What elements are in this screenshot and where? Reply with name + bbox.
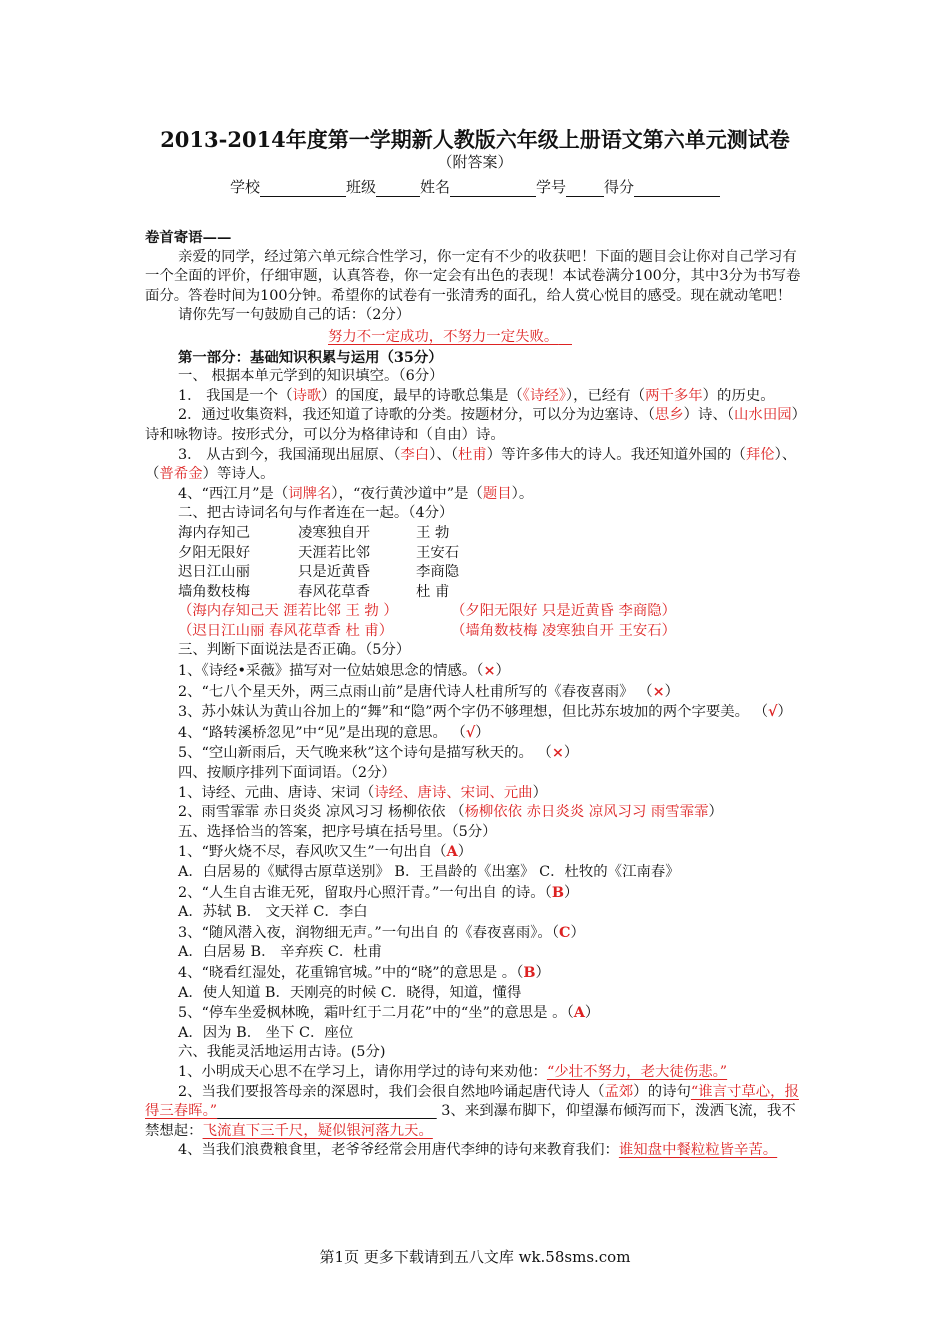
school-blank[interactable] [260,180,346,197]
s3-question-2: 2、“七八个星天外，两三点雨山前”是唐代诗人杜甫所写的《春夜喜雨》 （×） [178,682,680,700]
s6-question-1: 1、小明成天心思不在学习上，请你用学过的诗句来劝他：“少壮不努力，老大徒伤悲。” [178,1063,728,1080]
s4-question-1: 1、诗经、元曲、唐诗、宋词（诗经、唐诗、宋词、元曲） [178,784,547,801]
page-title: 2013-2014年度第一学期新人教版六年级上册语文第六单元测试卷 [160,127,790,152]
class-label: 班级 [345,178,376,196]
section2-heading: 二、把古诗词名句与作者连在一起。（4分） [178,505,454,522]
section1-heading: 一、 根据本单元学到的知识填空。（6分） [178,368,444,385]
s5-options-2: A．苏轼 B． 文天祥 C．李白 [178,904,368,921]
page-footer: 第1页 更多下载请到五八文库 wk.58sms.com [319,1248,631,1266]
s1-question-2: 2．通过收集资料，我还知道了诗歌的分类。按题材分，可以分为边塞诗、（思乡）诗、（山水田园）诗和咏物诗。按形式分，可以分为格律诗和（自由）诗。 [145,407,799,443]
score-blank[interactable] [634,180,720,197]
s5-question-1: 1、“野火烧不尽，春风吹又生”一句出自（A） [178,843,473,861]
score-label: 得分 [604,178,635,196]
poem-match-table [145,524,805,602]
section3-heading: 三、判断下面说法是否正确。（5分） [178,642,411,659]
name-label: 姓名 [419,178,450,196]
section5-heading: 五、选择恰当的答案，把序号填在括号里。（5分） [178,823,497,840]
match-answer-row-1: （海内存知己天 涯若比邻 王 勃 ） （夕阳无限好 只是近黄昏 李商隐） [178,603,677,620]
match-row: 墙角数枝梅 春风花草香 杜 甫 [178,583,450,600]
number-label: 学号 [536,178,567,196]
section6-heading: 六、我能灵活地运用古诗。(5分) [178,1044,386,1061]
s5-question-4: 4、“晓看红湿处，花重锦官城。”中的“晓”的意思是 。（B） [178,963,550,981]
subtitle: （附答案） [437,153,513,171]
s5-options-4: A．使人知道 B．天刚亮的时候 C．晓得，知道，懂得 [178,984,522,1001]
exam-content [145,228,805,1161]
match-row: 夕阳无限好 天涯若比邻 王安石 [178,544,460,561]
name-blank[interactable] [450,180,536,197]
preface-heading: 卷首寄语—— [145,229,232,246]
encourage-question: 请你先写一句鼓励自己的话：（2分） [178,307,411,324]
match-row: 迟日江山丽 只是近黄昏 李商隐 [178,564,460,581]
match-answer-row-2: （迟日江山丽 春风花草香 杜 甫） （墙角数枝梅 凌寒独自开 王安石） [178,622,677,639]
s3-question-4: 4、“路转溪桥忽见”中“见”是出现的意思。 （√） [178,723,490,741]
s1-question-4: 4、“西江月”是（词牌名），“夜行黄沙道中”是（题目）。 [178,485,534,502]
s3-question-5: 5、“空山新雨后，天气晚来秋”这个诗句是描写秋天的。 （×） [178,744,579,762]
school-label: 学校 [229,178,260,196]
encourage-answer: 努力不一定成功，不努力一定失败。 [328,328,559,345]
student-info-line [0,176,950,197]
preface-text: 亲爱的同学，经过第六单元综合性学习，你一定有不少的收获吧！下面的题目会让你对自己学习有一个全面的评价，仔细审题，认真答卷，你一定会有出色的表现！本试卷满分100分，其中3分为书写卷面分。答卷时间为100分钟。希望你的试卷有一张清秀的面孔，给人赏心悦目的感受。现在就动笔吧！ [145,248,801,304]
part1-heading: 第一部分：基础知识积累与运用（35分） [178,348,443,366]
s6-question-4: 4、当我们浪费粮食里，老爷爷经常会用唐代李绅的诗句来教育我们：谁知盘中餐粒粒皆辛苦。 [178,1142,778,1159]
s1-question-3: 3． 从古到今，我国涌现出屈原、（李白）、（杜甫）等许多伟大的诗人。我还知道外国的（拜伦）、（普希金）等诗人。 [145,446,797,483]
s5-options-3: A．白居易 B． 辛弃疾 C．杜甫 [178,944,382,961]
s5-question-5: 5、“停车坐爱枫林晚，霜叶红于二月花”中的“坐”的意思是 。（A） [178,1004,600,1022]
s3-question-3: 3、苏小妹认为黄山谷加上的“舞”和“隐”两个字仍不够理想，但比苏东坡加的两个字要美。 （√） [178,703,792,721]
s3-question-1: 1、《诗经•采薇》描写对一位姑娘思念的情感。（×） [178,662,510,680]
s5-options-5: A．因为 B． 坐下 C．座位 [178,1024,354,1041]
encourage-answer-line [145,328,805,348]
s5-question-3: 3、“随风潜入夜，润物细无声。”一句出自 的《春夜喜雨》。（C） [178,923,585,941]
match-row: 海内存知己 凌寒独自开 王 勃 [178,524,450,541]
s1-question-1: 1． 我国是一个（诗歌）的国度，最早的诗歌总集是（《诗经》），已经有（两千多年）的历史。 [178,387,775,404]
section4-heading: 四、按顺序排列下面词语。（2分） [178,765,396,782]
s6-question-2: 2、当我们要报答母亲的深恩时，我们会很自然地吟诵起唐代诗人（孟郊）的诗句“谁言寸草心，报得三春晖。” 3、来到瀑布脚下，仰望瀑布倾泻而下，泼洒飞流，我不禁想起：飞流直下三千尺，疑似银河落九天。 [145,1083,799,1139]
class-blank[interactable] [376,180,420,197]
number-blank[interactable] [566,180,604,197]
s5-question-2: 2、“人生自古谁无死，留取丹心照汗青。”一句出自 的诗。（B） [178,883,579,901]
s5-options-1: A．白居易的《赋得古原草送别》 B．王昌龄的《出塞》 C．杜牧的《江南春》 [178,864,680,880]
s4-question-2: 2、雨雪霏霏 赤日炎炎 凉风习习 杨柳依依 （杨柳依依 赤日炎炎 凉风习习 雨雪霏霏） [178,804,723,821]
